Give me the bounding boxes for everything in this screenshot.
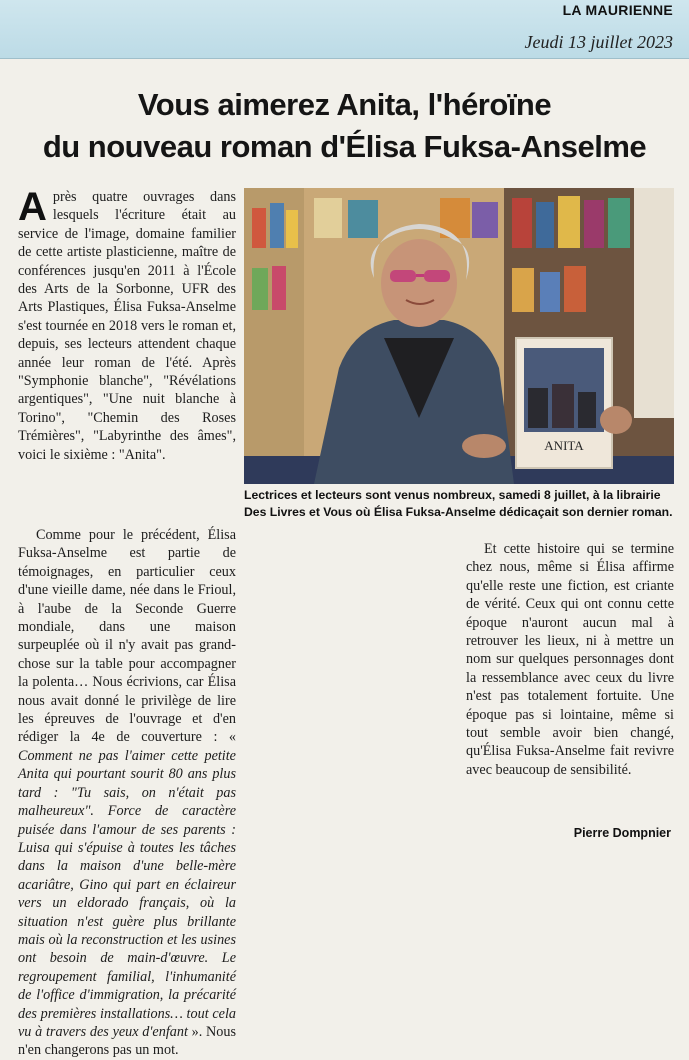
issue-date: Jeudi 13 juillet 2023	[524, 32, 673, 52]
headline-line-2: du nouveau roman d'Élisa Fuksa-Anselme	[42, 129, 647, 164]
article-column-1	[18, 526, 236, 1060]
bookstore-photo-illustration	[244, 188, 674, 484]
paragraph-2	[18, 526, 236, 1060]
drop-cap: A	[18, 185, 47, 229]
article-photo	[244, 188, 674, 484]
book-cover-title: ANITA	[544, 438, 584, 453]
paragraph-3: Et cette histoire qui se termine chez nous, même si Élisa affirme qu'elle reste une fiction, est criante de vérité. Ceux qui ont connu cette époque n'auront aucun mal à retrouver les lieux, ni à mettre un nom sur quelques personnages dont la ressemblance avec ceux du livre n'est pas totalement fortuite. Une époque pas si lointaine, même si tout semble avoir bien changé, qu'Élisa Fuksa-Anselme fait revivre avec beaucoup de sensibilité.	[466, 541, 674, 778]
article-column-3	[466, 540, 674, 779]
masthead-band	[0, 0, 689, 59]
quote-text: Comment ne pas l'aimer cette petite Anita qui pourtant sourit 80 ans plus tard : "Tu sais, on n'était pas malheureux". Force de caractère puisée dans l'amour de ses parents : Luisa qui s'épuise à toutes les tâches dans la maison d'une belle-mère acariâtre, Gino qui part en éclaireur vers un eldorado français, où la situation n'est guère plus brillante mais où la reconstruction et les usines ont besoin de main-d'œuvre. Le regroupement familial, l'inhumanité de l'office d'immigration, la précarité des premières installations… tout cela vu à travers des yeux d'enfant	[18, 747, 236, 1040]
lead-paragraph	[18, 185, 236, 464]
photo-caption: Lectrices et lecteurs sont venus nombreux, samedi 8 juillet, à la librairie Des Livres et Vous où Élisa Fuksa-Anselme dédicaçait son dernier roman.	[244, 488, 673, 519]
lead-text: près quatre ouvrages dans lesquels l'écriture était au service de l'image, domaine familier de cette artiste plasticienne, maître de conférences jusqu'en 2011 à l'École des Arts de la Sorbonne, UFR des Arts Plastiques, Élisa Fuksa-Anselme s'est tournée en 2018 vers le roman et, depuis, ses lecteurs attendent chaque année leur roman de l'été. Après "Symphonie blanche", "Révélations argentiques", "Une nuit blanche à Torino", "Chemin des Roses Trémières", "Labyrinthe des âmes", voici le sixième : "Anita".	[18, 189, 236, 463]
article-headline	[0, 84, 689, 168]
quote-closing: ». Nous n'en changerons pas un mot.	[18, 1023, 236, 1059]
newspaper-name: LA MAURIENNE	[562, 2, 673, 18]
headline-line-1: Vous aimerez Anita, l'héroïne	[137, 87, 552, 122]
paragraph-2-text: Comme pour le précédent, Élisa Fuksa-Anselme est partie de témoignages, en particulier ceux d'une vieille dame, née dans le Frioul, à l'aube de la Seconde Guerre mondiale, dans une maison surpeuplée où il n'y avait pas grand-chose sur la table pour accompagner la polenta… Nous écrivions, car Élisa nous avait donné le privilège de lire les épreuves de l'ouvrage et d'en rédiger la 4e de couverture : «	[18, 527, 236, 746]
article-lead-column	[18, 185, 236, 464]
byline: Pierre Dompnier	[573, 826, 671, 840]
